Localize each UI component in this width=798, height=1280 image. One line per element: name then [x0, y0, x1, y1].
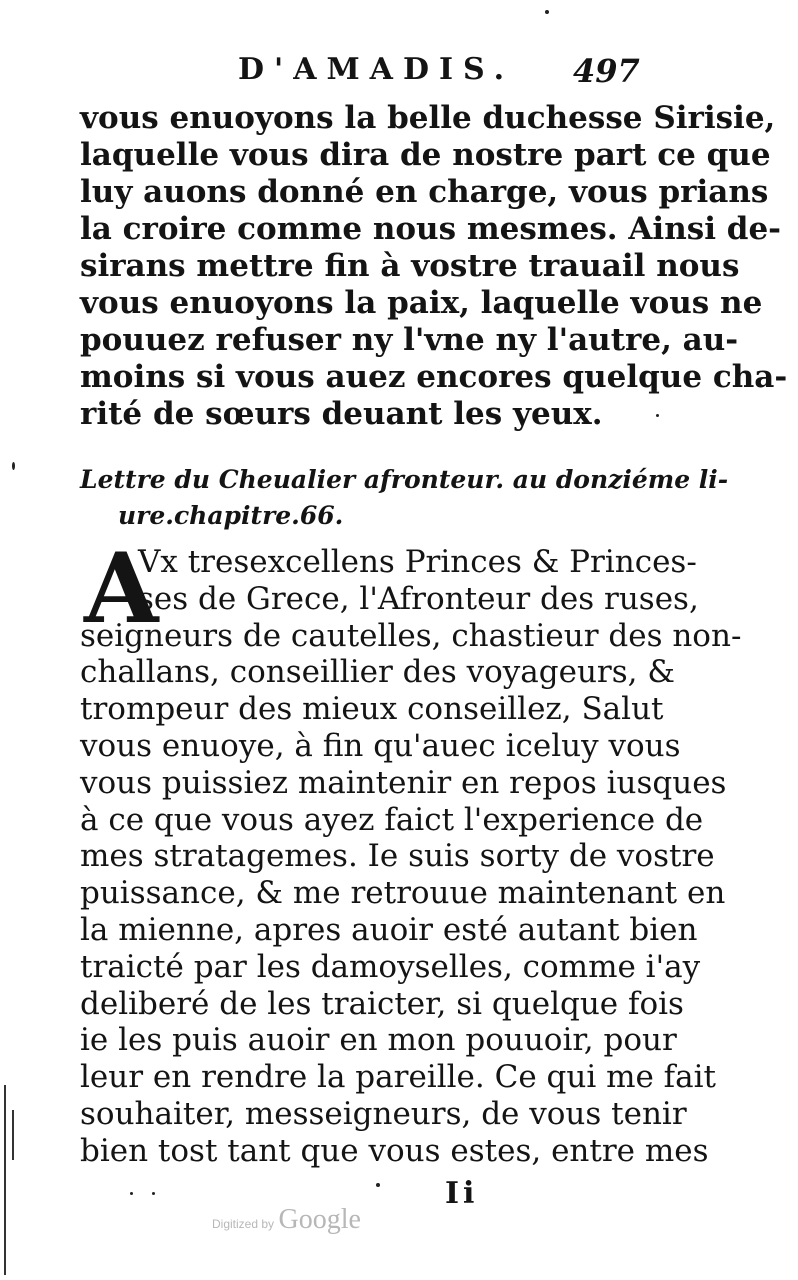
text-line: vous enuoyons la paix, laquelle vous ne	[80, 285, 763, 321]
letter-continuation	[80, 100, 788, 433]
text-line: puissance, & me retrouue maintenant en	[80, 875, 726, 912]
text-line: leur en rendre la pareille. Ce qui me fait	[80, 1059, 717, 1096]
scan-speck	[130, 1192, 133, 1195]
text-line: traicté par les damoyselles, comme i'ay	[80, 948, 701, 985]
heading-line: ure.chapitre.66.	[118, 501, 344, 530]
scan-speck	[545, 10, 549, 14]
text-line: rité de sœurs deuant les yeux.	[80, 396, 603, 432]
text-line: moins si vous auez encores quelque cha-	[80, 359, 788, 395]
text-line: luy auons donné en charge, vous prians	[80, 174, 769, 210]
scan-speck	[376, 1183, 380, 1187]
text-line: mes stratagemes. Ie suis sorty de vostre	[80, 838, 715, 875]
letter-body	[80, 532, 742, 1170]
text-line: seigneurs de cautelles, chastieur des non-	[80, 617, 742, 654]
scan-speck	[152, 1192, 155, 1195]
text-line: bien tost tant que vous estes, entre mes	[80, 1132, 709, 1169]
text-line: la mienne, apres auoir esté autant bien	[80, 911, 698, 948]
page-edge-shadow	[12, 1110, 14, 1160]
text-line: à ce que vous ayez faict l'experience de	[80, 801, 704, 838]
scan-speck	[12, 462, 15, 470]
text-line: ses de Grece, l'Afronteur des ruses,	[138, 580, 699, 617]
text-line: laquelle vous dira de nostre part ce que	[80, 137, 771, 173]
page-edge-shadow	[4, 1085, 6, 1275]
text-line: Vx tresexcellens Princes & Princes-	[138, 544, 697, 580]
text-line: challans, conseillier des voyageurs, &	[80, 654, 675, 691]
drop-cap: A	[84, 532, 159, 645]
text-line: souhaiter, messeigneurs, de vous tenir	[80, 1095, 687, 1132]
signature-mark: Ii	[445, 1176, 479, 1211]
watermark-prefix: Digitized by	[212, 1217, 275, 1231]
scan-speck	[656, 414, 659, 417]
watermark-brand: Google	[278, 1204, 361, 1235]
text-line: vous puissiez maintenir en repos iusques	[80, 764, 727, 801]
digitization-watermark	[212, 1204, 361, 1236]
running-head: D'AMADIS.	[238, 52, 515, 87]
text-line: pouuez refuser ny l'vne ny l'autre, au-	[80, 322, 739, 358]
heading-line: Lettre du Cheualier afronteur. au donziéme li-	[80, 465, 729, 494]
text-line: ie les puis auoir en mon pouuoir, pour	[80, 1022, 677, 1059]
text-line: la croire comme nous mesmes. Ainsi de-	[80, 211, 782, 247]
text-line: deliberé de les traicter, si quelque fois	[80, 985, 684, 1022]
text-line: trompeur des mieux conseillez, Salut	[80, 691, 664, 728]
page-number: 497	[573, 52, 640, 90]
text-line: vous enuoye, à fin qu'auec iceluy vous	[80, 727, 681, 764]
letter-heading	[80, 462, 729, 534]
text-line: sirans mettre fin à vostre trauail nous	[80, 248, 740, 284]
text-line: vous enuoyons la belle duchesse Sirisie,	[80, 100, 776, 136]
